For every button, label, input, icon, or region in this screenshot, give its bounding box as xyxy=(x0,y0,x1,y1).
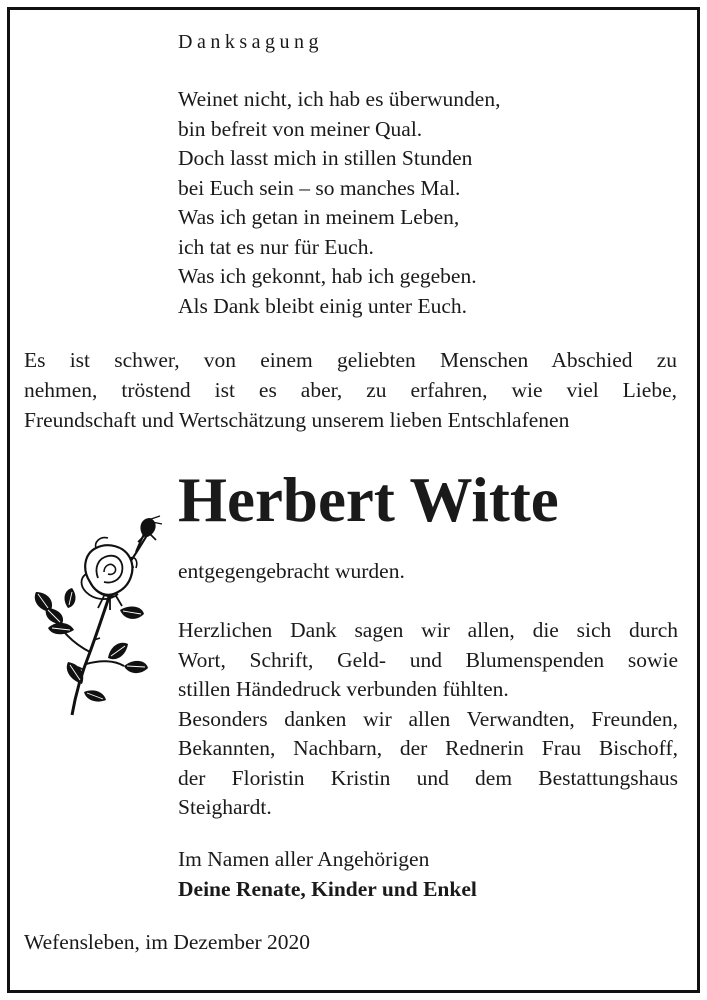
poem-line: Weinet nicht, ich hab es überwunden, xyxy=(178,87,501,111)
poem-line: ich tat es nur für Euch. xyxy=(178,234,374,259)
thanks-line: Wort, Schrift, Geld- und Blumenspenden sowie xyxy=(178,647,678,672)
intro-line: Es ist schwer, von einem geliebten Menschen Abschied zu xyxy=(24,348,677,372)
thanks-line: stillen Händedruck verbunden fühlten. xyxy=(178,677,509,701)
intro-line: nehmen, tröstend ist es aber, zu erfahren, wie viel Liebe, xyxy=(24,378,677,402)
after-name-text: entgegengebracht wurden. xyxy=(178,559,405,583)
family-signature: Deine Renate, Kinder und Enkel xyxy=(178,876,477,901)
thanks-line: der Floristin Kristin und dem Bestattungshaus xyxy=(178,765,678,790)
notice-heading: Danksagung xyxy=(178,31,323,53)
thanks-line: Bekannten, Nachbarn, der Rednerin Frau Bischoff, xyxy=(178,736,678,760)
place-date: Wefensleben, im Dezember 2020 xyxy=(24,930,311,954)
signoff-line: Im Namen aller Angehörigen xyxy=(178,847,430,871)
poem-line: bin befreit von meiner Qual. xyxy=(178,116,423,141)
poem-line: Als Dank bleibt einig unter Euch. xyxy=(178,293,467,318)
poem-line: bei Euch sein – so manches Mal. xyxy=(178,175,461,200)
poem-line: Was ich gekonnt, hab ich gegeben. xyxy=(178,264,477,288)
signoff xyxy=(178,845,477,904)
thanks-paragraph xyxy=(178,616,678,823)
intro-paragraph xyxy=(24,345,677,435)
rose-illustration xyxy=(24,512,164,717)
intro-line: Freundschaft und Wertschätzung unserem lieben Entschlafenen xyxy=(24,408,570,432)
poem-line: Doch lasst mich in stillen Stunden xyxy=(178,146,473,170)
thanks-line: Besonders danken wir allen Verwandten, Freunden, xyxy=(178,706,678,731)
poem xyxy=(178,85,500,321)
deceased-name: Herbert Witte xyxy=(178,465,559,535)
thanks-line: Steighardt. xyxy=(178,795,272,819)
thanks-line: Herzlichen Dank sagen wir allen, die sich durch xyxy=(178,618,678,642)
poem-line: Was ich getan in meinem Leben, xyxy=(178,205,460,229)
